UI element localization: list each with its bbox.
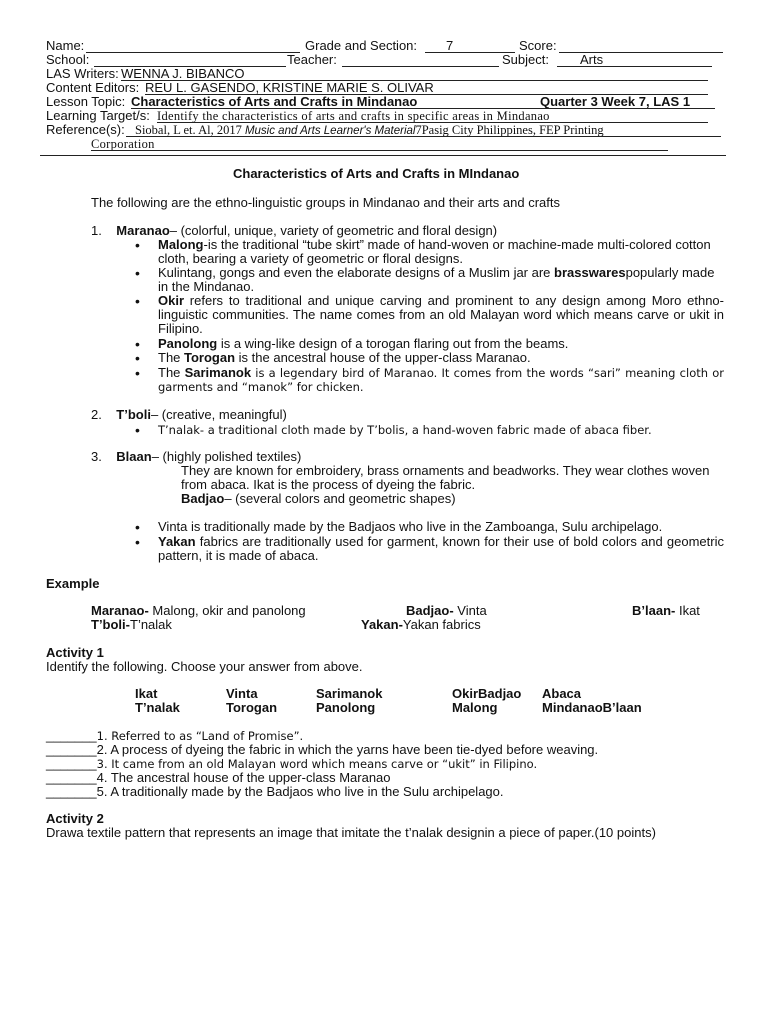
question-3: _______3. It came from an old Malayan word which means carve or “ukit” in Filipino. [46, 756, 538, 771]
bullet-vinta: • Vinta is traditionally made by the Badjaos who live in the Zamboanga, Sulu archipelago. [158, 520, 724, 534]
subject-label: Subject: [502, 52, 549, 67]
teacher-blank-line[interactable] [342, 66, 499, 67]
example-maranao: Maranao- Malong, okir and panolong [91, 603, 306, 618]
reference-line-2 [91, 150, 668, 151]
reference-label: Reference(s): [46, 122, 125, 137]
reference-value: Siobal, L et. Al, 2017 Music and Arts Learner's Material7Pasig City Philippines, FEP Printing [135, 123, 604, 137]
choice-abaca: Abaca [542, 686, 582, 701]
target-value: Identify the characteristics of arts and crafts in specific areas in Mindanao [157, 109, 550, 123]
reference-line-1 [126, 136, 721, 137]
group-blaan-heading: 3. Blaan– (highly polished textiles) [91, 449, 302, 464]
target-label: Learning Target/s: [46, 108, 150, 123]
grade-value: 7 [446, 38, 454, 53]
question-1: _______1. Referred to as “Land of Promise”. [46, 728, 304, 743]
question-2: _______2. A process of dyeing the fabric in which the yarns have been tie-dyed before weaving. [46, 742, 599, 757]
topic-label: Lesson Topic: [46, 94, 126, 109]
example-heading: Example [46, 576, 100, 591]
bullet-okir: • Okir refers to traditional and unique carving and prominent to any design among Moro ethno-linguistic communities. The name comes from an old Malayan word which means carve or ukit in Filipino. [158, 294, 724, 336]
writers-value: WENNA J. BIBANCO [121, 66, 245, 81]
reference-value-cont: Corporation [91, 137, 155, 151]
editors-label: Content Editors: [46, 80, 140, 95]
question-5: _______5. A traditionally made by the Badjaos who live in the Sulu archipelago. [46, 784, 504, 799]
group-tboli-heading: 2. T’boli– (creative, meaningful) [91, 407, 287, 422]
choice-vinta: Vinta [226, 686, 258, 701]
bullet-malong: • Malong-is the traditional “tube skirt” made of hand-woven or machine-made multi-colored cotton cloth, bearing a variety of geometric or floral designs. [158, 238, 724, 266]
page-title: Characteristics of Arts and Crafts in MIndanao [233, 166, 520, 181]
question-4: _______4. The ancestral house of the upper-class Maranao [46, 770, 391, 785]
answer-blank-5[interactable]: _______ [46, 784, 97, 799]
school-label: School: [46, 52, 90, 67]
choice-malong: Malong [452, 700, 498, 715]
quarter-label: Quarter 3 Week 7, LAS 1 [540, 94, 691, 109]
topic-value: Characteristics of Arts and Crafts in Mindanao [131, 94, 418, 109]
answer-blank-3[interactable]: _______ [46, 756, 97, 771]
example-blaan: B’laan- Ikat [632, 603, 700, 618]
answer-blank-2[interactable]: _______ [46, 742, 97, 757]
bullet-sarimanok: • The Sarimanok is a legendary bird of Maranao. It comes from the words “sari” meaning cloth or garments and “manok” for chicken. [158, 366, 724, 394]
name-label: Name: [46, 38, 85, 53]
teacher-label: Teacher: [287, 52, 337, 67]
bullet-yakan: • Yakan fabrics are traditionally used for garment, known for their use of bold colors and geometric pattern, it is made of abaca. [158, 535, 724, 563]
activity2-instruction: Drawa textile pattern that represents an image that imitate the t’nalak designin a piece of paper.(10 points) [46, 825, 656, 840]
bullet-torogan: • The Torogan is the ancestral house of the upper-class Maranao. [158, 351, 724, 365]
answer-blank-4[interactable]: _______ [46, 770, 97, 785]
example-badjao: Badjao- Vinta [406, 603, 487, 618]
blaan-description: They are known for embroidery, brass ornaments and beadworks. They wear clothes woven from abaca. Ikat is the process of dyeing the fabric. [181, 463, 710, 492]
badjao-heading: Badjao– (several colors and geometric shapes) [181, 491, 456, 506]
choice-tnalak: T’nalak [135, 700, 180, 715]
name-blank-line[interactable] [86, 52, 300, 53]
group-maranao-heading: 1. Maranao– (colorful, unique, variety of geometric and floral design) [91, 223, 498, 238]
choice-torogan: Torogan [226, 700, 278, 715]
subject-value: Arts [580, 52, 604, 67]
activity1-heading: Activity 1 [46, 645, 104, 660]
bullet-kulintang: • Kulintang, gongs and even the elaborate designs of a Muslim jar are brasswarespopularly made in the Mindanao. [158, 266, 724, 294]
editors-value: REU L. GASENDO, KRISTINE MARIE S. OLIVAR [145, 80, 434, 95]
example-tboli: T’boli-T’nalak [91, 617, 172, 632]
choice-okirbadjao: OkirBadjao [452, 686, 522, 701]
choice-ikat: Ikat [135, 686, 158, 701]
choice-panolong: Panolong [316, 700, 376, 715]
activity2-heading: Activity 2 [46, 811, 104, 826]
choice-sarimanok: Sarimanok [316, 686, 383, 701]
score-label: Score: [519, 38, 557, 53]
bullet-panolong: • Panolong is a wing-like design of a torogan flaring out from the beams. [158, 337, 724, 351]
writers-label: LAS Writers: [46, 66, 119, 81]
choice-mindanaoblaan: MindanaoB’laan [542, 700, 642, 715]
bullet-tnalak: • T’nalak- a traditional cloth made by T’bolis, a hand-woven fabric made of abaca fiber. [158, 423, 652, 437]
grade-label: Grade and Section: [305, 38, 418, 53]
answer-blank-1[interactable]: _______ [46, 728, 97, 743]
activity1-instruction: Identify the following. Choose your answer from above. [46, 659, 363, 674]
header-divider [40, 155, 726, 156]
example-yakan: Yakan-Yakan fabrics [361, 617, 481, 632]
intro-text: The following are the ethno-linguistic groups in Mindanao and their arts and crafts [91, 195, 560, 210]
